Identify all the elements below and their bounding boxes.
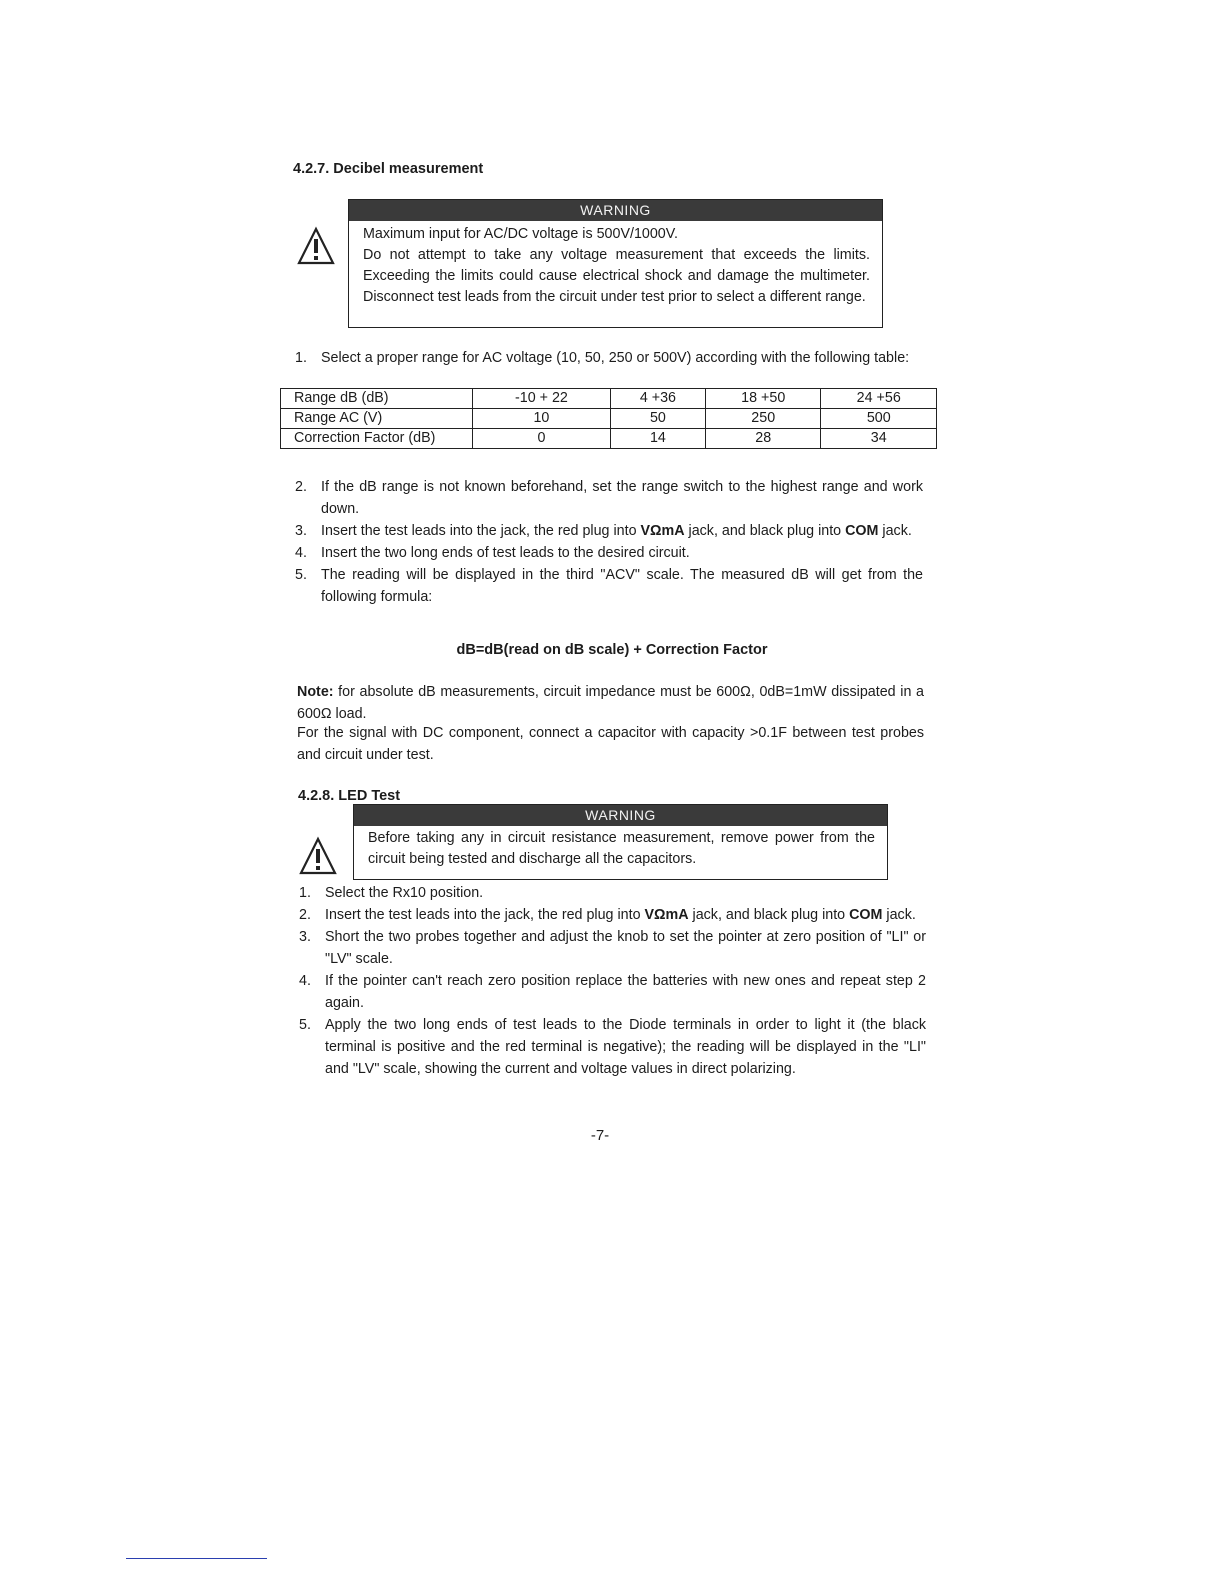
step-text: Insert the test leads into the jack, the red plug into: [325, 907, 645, 923]
warning-line-limits: Do not attempt to take any voltage measurement that exceeds the limits. Exceeding the limits could cause electrical shock and damage the multimeter. Disconnect test leads from the circuit under test prior to select a different range.: [363, 247, 870, 305]
warning-box-led: [353, 804, 888, 880]
decibel-step-1: [295, 347, 923, 369]
step-text: If the pointer can't reach zero position replace the batteries with new ones and repeat step 2 again.: [325, 973, 926, 1011]
section-heading-decibel: 4.2.7. Decibel measurement: [293, 161, 484, 177]
list-item: [295, 564, 923, 608]
decibel-steps-list: [295, 476, 923, 608]
table-row: [281, 409, 937, 429]
step-text: jack, and black plug into: [684, 523, 846, 539]
table-cell: 10: [473, 409, 611, 429]
jack-label-com: COM: [849, 907, 883, 923]
step-number: 1.: [295, 350, 307, 366]
warning-body: Before taking any in circuit resistance measurement, remove power from the circuit being tested and discharge all the capacitors.: [368, 830, 875, 867]
note-dc-component: For the signal with DC component, connect a capacitor with capacity >0.1F between test probes and circuit under test.: [297, 725, 924, 763]
list-item: [295, 520, 923, 542]
table-cell: 34: [821, 429, 937, 449]
range-correction-table: [280, 388, 937, 449]
list-item: [299, 926, 926, 970]
step-text: The reading will be displayed in the third "ACV" scale. The measured dB will get from the following formula:: [321, 567, 923, 605]
step-text: Short the two probes together and adjust the knob to set the pointer at zero position of "LI" or "LV" scale.: [325, 929, 926, 967]
warning-box-decibel: [348, 199, 883, 328]
step-number: 3.: [295, 523, 307, 539]
jack-label-com: COM: [845, 523, 879, 539]
step-text: Insert the two long ends of test leads to the desired circuit.: [321, 545, 690, 561]
table-cell: -10 + 22: [473, 389, 611, 409]
step-number: 4.: [295, 545, 307, 561]
decibel-formula: dB=dB(read on dB scale) + Correction Factor: [456, 642, 768, 658]
table-cell: 500: [821, 409, 937, 429]
step-text: jack.: [878, 523, 912, 539]
step-number: 4.: [299, 973, 311, 989]
step-text: Select a proper range for AC voltage (10, 50, 250 or 500V) according with the following table:: [321, 350, 910, 366]
warning-body: [349, 221, 882, 308]
step-number: 2.: [299, 907, 311, 923]
row-label: Range dB (dB): [281, 389, 473, 409]
table-cell: 14: [610, 429, 705, 449]
step-number: 1.: [299, 885, 311, 901]
list-item: [295, 542, 923, 564]
page-number: -7-: [590, 1127, 610, 1144]
table-cell: 4 +36: [610, 389, 705, 409]
step-number: 2.: [295, 479, 307, 495]
row-label: Correction Factor (dB): [281, 429, 473, 449]
jack-label-vomA: VΩmA: [640, 523, 685, 539]
warning-triangle-icon: [298, 836, 338, 876]
list-item: [299, 882, 926, 904]
step-text: jack, and black plug into: [688, 907, 850, 923]
step-text: Insert the test leads into the jack, the red plug into: [321, 523, 641, 539]
warning-line-max-input: Maximum input for AC/DC voltage is 500V/1000V.: [363, 226, 678, 242]
list-item: [295, 476, 923, 520]
table-row: [281, 429, 937, 449]
list-item: [295, 347, 923, 369]
note-text: for absolute dB measurements, circuit impedance must be 600Ω, 0dB=1mW dissipated in a 600Ω load.: [297, 684, 924, 722]
table-cell: 24 +56: [821, 389, 937, 409]
step-number: 3.: [299, 929, 311, 945]
section-heading-led-test: 4.2.8. LED Test: [298, 788, 401, 804]
jack-label-vomA: VΩmA: [644, 907, 689, 923]
warning-title: WARNING: [349, 200, 882, 221]
table-cell: 28: [705, 429, 821, 449]
note-paragraph: [297, 681, 924, 725]
table-row: [281, 389, 937, 409]
step-text: Select the Rx10 position.: [325, 885, 484, 901]
warning-triangle-icon: [296, 226, 336, 266]
list-item: [299, 1014, 926, 1080]
step-text: jack.: [882, 907, 916, 923]
list-item: [299, 970, 926, 1014]
table-cell: 18 +50: [705, 389, 821, 409]
row-label: Range AC (V): [281, 409, 473, 429]
step-text: Apply the two long ends of test leads to the Diode terminals in order to light it (the black terminal is positive and the red terminal is negative); the reading will be displayed in the "LI" and "LV" scale, showing the current and voltage values in direct polarizing.: [325, 1017, 926, 1077]
list-item: [299, 904, 926, 926]
warning-title: WARNING: [354, 805, 887, 826]
table-cell: 0: [473, 429, 611, 449]
step-number: 5.: [299, 1017, 311, 1033]
table-cell: 50: [610, 409, 705, 429]
table-cell: 250: [705, 409, 821, 429]
step-text: If the dB range is not known beforehand, set the range switch to the highest range and work down.: [321, 479, 923, 517]
led-steps-list: [299, 882, 926, 1080]
step-number: 5.: [295, 567, 307, 583]
note-label: Note:: [297, 684, 334, 700]
footer-rule: [126, 1558, 267, 1559]
